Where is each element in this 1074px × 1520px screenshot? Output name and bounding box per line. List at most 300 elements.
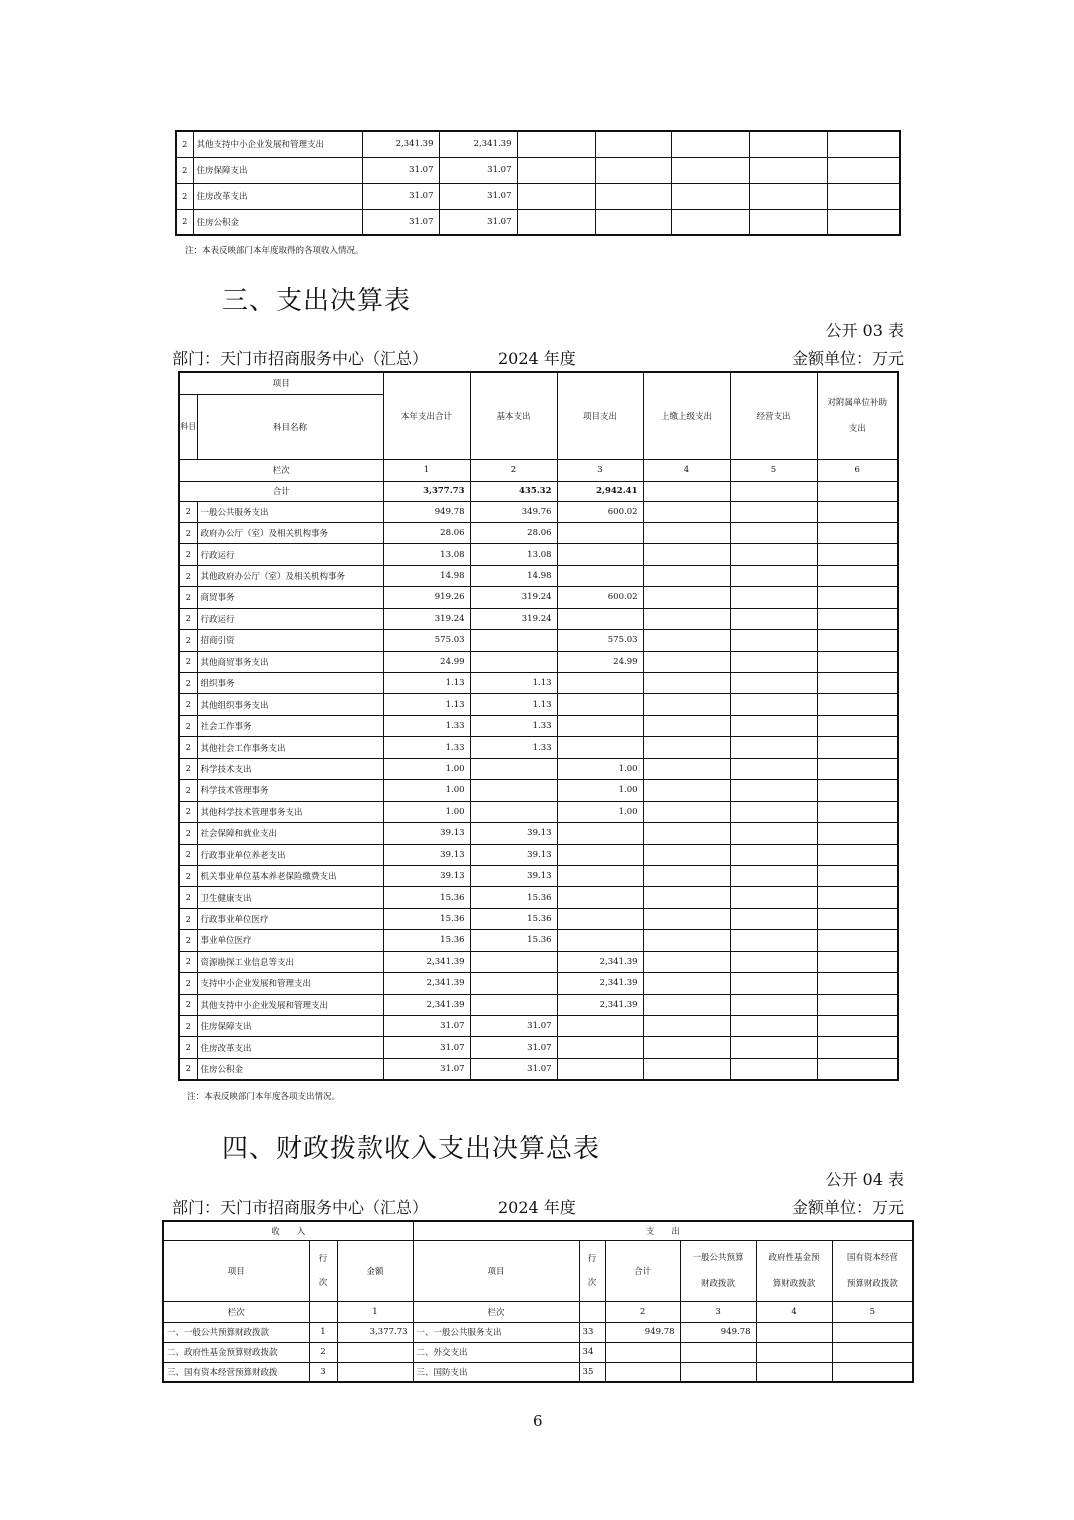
row-c3 [557,844,643,865]
out-col-num-3: 3 [680,1301,756,1322]
row-code: 2 [179,865,197,886]
row-in-item: 一、一般公共预算财政拨款 [163,1322,309,1342]
in-col-num-1: 1 [337,1301,413,1322]
row-name: 住房保障支出 [197,1016,383,1037]
row-c1: 1.13 [383,694,470,715]
row-empty [671,209,749,235]
row-empty [827,157,900,183]
table-row [179,930,898,951]
row-c2: 13.08 [470,544,557,565]
row-c4 [643,737,730,758]
row-c6 [817,673,898,694]
row-general [680,1362,756,1382]
section3-department: 部门：天门市招商服务中心（汇总） [172,349,429,368]
row-fund [756,1362,832,1382]
row-empty [827,183,900,209]
row-c3: 600.02 [557,587,643,608]
row-c2: 31.07 [439,209,517,235]
row-c5 [730,715,817,736]
row-code: 2 [179,908,197,929]
col-num-1: 1 [383,459,470,481]
row-c4 [643,501,730,522]
row-name: 其他商贸事务支出 [197,651,383,672]
row-c2 [470,758,557,779]
section4-form-no: 公开 04 表 [825,1170,904,1189]
row-out-line: 33 [579,1322,605,1342]
row-name: 招商引资 [197,630,383,651]
row-c5 [730,522,817,543]
row-general: 949.78 [680,1322,756,1342]
row-c6 [817,565,898,586]
row-c2 [470,801,557,822]
row-c3 [557,565,643,586]
row-name: 住房改革支出 [193,183,362,209]
row-c2 [470,780,557,801]
row-c3 [557,1058,643,1079]
row-c4 [643,715,730,736]
row-c6 [817,908,898,929]
table-row [176,209,900,235]
row-c1: 15.36 [383,887,470,908]
row-c1: 1.13 [383,673,470,694]
row-name: 其他科学技术管理事务支出 [197,801,383,822]
row-c4 [643,951,730,972]
row-c1: 31.07 [383,1058,470,1079]
row-c2: 1.33 [470,715,557,736]
row-c6 [817,587,898,608]
row-c3: 575.03 [557,630,643,651]
row-total: 949.78 [605,1322,680,1342]
row-c5 [730,565,817,586]
header-in-line [309,1240,337,1301]
row-code: 2 [179,951,197,972]
row-c6 [817,951,898,972]
header-col-2: 基本支出 [470,372,557,459]
row-c3: 1.00 [557,801,643,822]
row-code: 2 [179,501,197,522]
row-code: 2 [179,694,197,715]
row-empty [671,131,749,157]
row-c6 [817,801,898,822]
income-table-note: 注：本表反映部门本年度取得的各项收入情况。 [185,246,364,256]
row-name: 住房保障支出 [193,157,362,183]
header-state-a: 国有资本经营 [846,1252,898,1263]
col-num-6: 6 [817,459,898,481]
row-code: 2 [179,1058,197,1079]
header-out-line-text: 行次 [587,1253,597,1288]
row-c6 [817,1016,898,1037]
row-c5 [730,587,817,608]
table-row [179,780,898,801]
col-num-2: 2 [470,459,557,481]
row-name: 住房公积金 [193,209,362,235]
row-c2: 31.07 [439,157,517,183]
row-fund [756,1322,832,1342]
row-c2: 31.07 [439,183,517,209]
section4-year: 2024 年度 [498,1198,576,1217]
table-row [179,737,898,758]
row-out-line: 35 [579,1362,605,1382]
row-c1: 1.33 [383,715,470,736]
row-code: 2 [179,1037,197,1058]
header-in-line-text: 行次 [318,1253,328,1288]
row-out-item: 一、一般公共服务支出 [413,1322,579,1342]
row-c1: 2,341.39 [383,994,470,1015]
total-label: 合计 [179,481,383,501]
header-in-amount: 金额 [337,1240,413,1301]
row-c4 [643,651,730,672]
row-empty [517,183,595,209]
row-c3 [557,930,643,951]
table-row [163,1342,913,1362]
row-name: 卫生健康支出 [197,887,383,908]
table-row [179,801,898,822]
row-c6 [817,608,898,629]
row-c6 [817,651,898,672]
row-c3 [557,737,643,758]
row-c2: 349.76 [470,501,557,522]
row-c1: 13.08 [383,544,470,565]
table-row [179,887,898,908]
row-c5 [730,865,817,886]
row-name: 其他社会工作事务支出 [197,737,383,758]
row-name: 住房改革支出 [197,1037,383,1058]
row-code: 2 [179,651,197,672]
row-code: 2 [176,157,193,183]
row-c1: 575.03 [383,630,470,651]
row-empty [827,209,900,235]
row-code: 2 [179,823,197,844]
row-empty [595,157,671,183]
col-num-5: 5 [730,459,817,481]
table-row [163,1322,913,1342]
header-out-item: 项目 [413,1240,579,1301]
table-row [179,951,898,972]
row-c1: 15.36 [383,930,470,951]
table-row [179,715,898,736]
row-code: 2 [176,131,193,157]
row-name: 支持中小企业发展和管理支出 [197,973,383,994]
row-name: 其他支持中小企业发展和管理支出 [197,994,383,1015]
table-row [176,183,900,209]
row-name: 行政运行 [197,608,383,629]
row-name: 科学技术管理事务 [197,780,383,801]
row-c2: 31.07 [470,1058,557,1079]
row-c6 [817,1037,898,1058]
header-in-item: 项目 [163,1240,309,1301]
row-c2: 319.24 [470,587,557,608]
row-c1: 31.07 [362,209,439,235]
row-c4 [643,630,730,651]
row-code: 2 [179,973,197,994]
row-c6 [817,823,898,844]
section3-year: 2024 年度 [498,349,576,368]
row-c1: 1.00 [383,780,470,801]
table-row [179,587,898,608]
row-c1: 1.00 [383,758,470,779]
row-name: 其他组织事务支出 [197,694,383,715]
total-c1: 3,377.73 [383,481,470,501]
row-c4 [643,565,730,586]
total-c4 [643,481,730,501]
row-out-item: 三、国防支出 [413,1362,579,1382]
row-in-line: 2 [309,1342,337,1362]
row-c4 [643,973,730,994]
row-c2 [470,973,557,994]
header-income: 收 入 [163,1221,413,1240]
row-c5 [730,844,817,865]
row-c4 [643,823,730,844]
row-c3 [557,715,643,736]
row-c1: 28.06 [383,522,470,543]
row-in-line: 1 [309,1322,337,1342]
row-name: 社会保障和就业支出 [197,823,383,844]
row-c3 [557,544,643,565]
row-name: 行政事业单位养老支出 [197,844,383,865]
row-c4 [643,544,730,565]
page-number: 6 [533,1412,543,1430]
row-c3: 1.00 [557,758,643,779]
row-c4 [643,608,730,629]
col-num-3: 3 [557,459,643,481]
row-state [832,1362,913,1382]
row-in-amount [337,1362,413,1382]
row-name: 商贸事务 [197,587,383,608]
row-c6 [817,930,898,951]
row-c5 [730,758,817,779]
row-name: 机关事业单位基本养老保险缴费支出 [197,865,383,886]
out-col-line-empty [579,1301,605,1322]
row-c5 [730,1037,817,1058]
row-c2: 319.24 [470,608,557,629]
row-c5 [730,694,817,715]
row-c2: 1.13 [470,694,557,715]
row-c6 [817,1058,898,1079]
row-c1: 1.00 [383,801,470,822]
row-c4 [643,865,730,886]
row-state [832,1322,913,1342]
section3-form-no: 公开 03 表 [825,321,904,340]
table-row [179,544,898,565]
row-empty [517,131,595,157]
table-row [179,1037,898,1058]
row-code: 2 [179,758,197,779]
row-c5 [730,1058,817,1079]
row-c1: 31.07 [362,183,439,209]
row-c5 [730,994,817,1015]
row-name: 事业单位医疗 [197,930,383,951]
row-c4 [643,587,730,608]
row-c2: 1.33 [470,737,557,758]
row-c4 [643,780,730,801]
table-row [179,501,898,522]
row-c2: 28.06 [470,522,557,543]
header-general [680,1240,756,1301]
row-code: 2 [179,608,197,629]
row-c2 [470,630,557,651]
expenditure-table [178,371,899,1081]
row-c1: 949.78 [383,501,470,522]
row-c2 [470,994,557,1015]
header-total: 合计 [605,1240,680,1301]
header-out-line [579,1240,605,1301]
table-row [176,157,900,183]
header-fund-b: 算财政拨款 [772,1278,816,1289]
out-col-num-5: 5 [832,1301,913,1322]
row-empty [749,183,827,209]
row-c6 [817,844,898,865]
row-c5 [730,780,817,801]
header-code-label [179,394,197,459]
row-empty [595,209,671,235]
row-c2 [470,651,557,672]
row-code: 2 [179,887,197,908]
header-expense: 支 出 [413,1221,913,1240]
table-row [163,1362,913,1382]
row-name: 政府办公厅（室）及相关机构事务 [197,522,383,543]
row-fund [756,1342,832,1362]
header-code-label-text: 科目 [180,421,197,431]
total-c5 [730,481,817,501]
row-code: 2 [179,715,197,736]
row-c1: 31.07 [383,1037,470,1058]
row-c1: 14.98 [383,565,470,586]
header-col-6-text: 对附属单位补助支出 [827,397,888,434]
row-c3: 2,341.39 [557,973,643,994]
row-code: 2 [179,780,197,801]
table-row [179,1058,898,1079]
row-empty [827,131,900,157]
row-empty [595,183,671,209]
table-row [179,630,898,651]
col-num-label: 栏次 [179,459,383,481]
section4-title: 四、财政拨款收入支出决算总表 [222,1134,601,1164]
header-state [832,1240,913,1301]
total-c2: 435.32 [470,481,557,501]
section4-unit: 金额单位：万元 [791,1198,904,1217]
out-col-num-2: 2 [605,1301,680,1322]
row-name: 社会工作事务 [197,715,383,736]
row-code: 2 [179,587,197,608]
row-in-item: 二、政府性基金预算财政拨款 [163,1342,309,1362]
row-empty [749,209,827,235]
row-name: 行政事业单位医疗 [197,908,383,929]
row-c4 [643,758,730,779]
row-c3 [557,823,643,844]
row-c4 [643,673,730,694]
row-in-line: 3 [309,1362,337,1382]
row-c2: 14.98 [470,565,557,586]
row-c5 [730,887,817,908]
table-row [179,608,898,629]
row-c4 [643,844,730,865]
row-c4 [643,994,730,1015]
row-c2: 1.13 [470,673,557,694]
in-col-label: 栏次 [163,1301,309,1322]
row-c6 [817,715,898,736]
row-c3: 2,341.39 [557,951,643,972]
row-c5 [730,951,817,972]
row-c2: 39.13 [470,844,557,865]
row-out-line: 34 [579,1342,605,1362]
col-num-4: 4 [643,459,730,481]
row-c6 [817,780,898,801]
row-name: 其他政府办公厅（室）及相关机构事务 [197,565,383,586]
row-state [832,1342,913,1362]
expenditure-table-note: 注：本表反映部门本年度各项支出情况。 [187,1092,341,1102]
row-empty [671,183,749,209]
row-c3 [557,908,643,929]
row-c4 [643,1016,730,1037]
row-c2: 15.36 [470,887,557,908]
row-c3: 1.00 [557,780,643,801]
row-in-amount [337,1342,413,1362]
row-c5 [730,544,817,565]
row-c3 [557,694,643,715]
section4-department: 部门：天门市招商服务中心（汇总） [172,1198,429,1217]
header-item: 项目 [179,372,383,394]
row-c5 [730,973,817,994]
row-empty [749,131,827,157]
row-c1: 2,341.39 [383,951,470,972]
in-col-line-empty [309,1301,337,1322]
row-code: 2 [179,630,197,651]
row-c2: 15.36 [470,930,557,951]
table-row [179,823,898,844]
out-col-num-4: 4 [756,1301,832,1322]
row-c1: 2,341.39 [383,973,470,994]
row-c5 [730,801,817,822]
row-c3: 600.02 [557,501,643,522]
row-c2: 31.07 [470,1016,557,1037]
header-general-a: 一般公共预算 [692,1252,744,1263]
row-c1: 919.26 [383,587,470,608]
row-c3 [557,673,643,694]
table-row [179,1016,898,1037]
row-c6 [817,694,898,715]
row-c5 [730,823,817,844]
row-c2 [470,951,557,972]
row-code: 2 [179,737,197,758]
row-c5 [730,1016,817,1037]
row-name: 行政运行 [197,544,383,565]
row-empty [595,131,671,157]
row-empty [517,157,595,183]
row-c4 [643,522,730,543]
row-c2: 15.36 [470,908,557,929]
total-c6 [817,481,898,501]
row-empty [671,157,749,183]
table-row [179,908,898,929]
row-name: 组织事务 [197,673,383,694]
row-c5 [730,630,817,651]
row-code: 2 [179,544,197,565]
row-c1: 39.13 [383,823,470,844]
row-c2: 39.13 [470,823,557,844]
row-c1: 319.24 [383,608,470,629]
row-c1: 1.33 [383,737,470,758]
row-c3 [557,608,643,629]
row-code: 2 [179,673,197,694]
row-code: 2 [179,565,197,586]
row-c6 [817,501,898,522]
row-c6 [817,758,898,779]
row-c2: 2,341.39 [439,131,517,157]
table-row [179,994,898,1015]
section3-unit: 金额单位：万元 [791,349,904,368]
row-c6 [817,522,898,543]
row-code: 2 [179,522,197,543]
